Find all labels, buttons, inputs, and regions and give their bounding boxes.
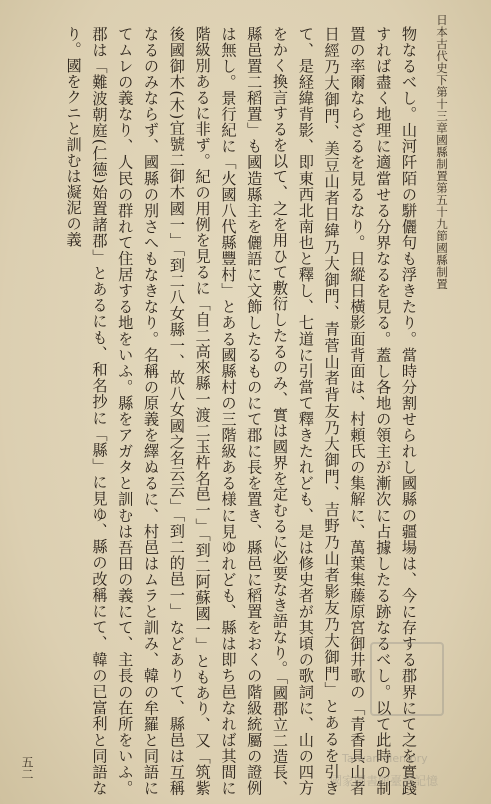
running-head-book: 日本古代史下	[435, 14, 449, 86]
running-head-section-title: 國縣制置	[435, 242, 449, 290]
watermark-text-zh: 國家圖書館臺灣記憶	[330, 774, 439, 788]
library-watermark	[330, 612, 480, 792]
page-number: 五二	[20, 756, 34, 780]
watermark-seal-icon	[370, 642, 444, 716]
running-head-chapter: 第十三章	[435, 86, 449, 134]
running-head-section: 第五十九節	[435, 182, 449, 242]
running-head	[428, 14, 450, 654]
watermark-text-en: Taiwan Memory	[342, 752, 428, 765]
paragraph: 物なるべし。山河阡陌の駢儷句も浮きたり。當時分割せられし國縣の疆場は、今に存する郡界にて之を實踐すれば盡く地理に適當せる分界なるを見る。蓋し各地の領主が漸次に占據したる跡なるべし。以て此時の制置の率爾ならざるを見るなり。日縱日橫影面背面は、村頼氏の集解に、萬葉集藤原宮御井歌の「青香具山者日經乃大御門、美豆山者日緯乃大御門、青菅山者背友乃大御門、吉野乃山者影友乃大御門」とあるを引きて、是経緯背影、即東西北南也と釋し、七道に引當て釋きたれども、是は修史者が其頃の歌詞に、山の四方をかく換言するを以て、之を用ひて敷衍したるのみ、實は國界を定むるに必要なき語なり。「國郡立二造長、縣邑置二稻置」も國造縣主を儷語に文飾したるものにて郡に長を置き、縣邑に稻置をおくの階級統屬の證例は無し。景行紀に「火國八代縣豐村」とある國縣村の三階級ある様に見ゆれども、縣は即ち邑なれば其間に階級別あるに非ず。紀の用例を見るに「自二高來縣一渡二玉杵名邑一」「到二阿蘇國一」ともあり、又「筑紫後國御木(木)宜號二御木國一」「到二八女縣一、故八女國之名云云」「到二的邑一」などありて、縣邑は互稱なるのみならず、國縣の別さへもなきなり。名稱の原義を繹ぬるに、村邑はムラと訓み、韓の牟羅と同語にてムレの義なり、人民の群れて住居する地をいふ。縣をアガタと訓むは吾田の義にて、主長の在所をいふ。郡は「難波朝庭(仁德)始置諸郡」とあるにも、和名抄に「縣」に見ゆ、縣の改稱にて、韓の已富利と同語なり。國をクニと訓むは凝泥の義	[64, 26, 418, 796]
running-head-chapter-title: 國縣制置	[435, 134, 449, 182]
